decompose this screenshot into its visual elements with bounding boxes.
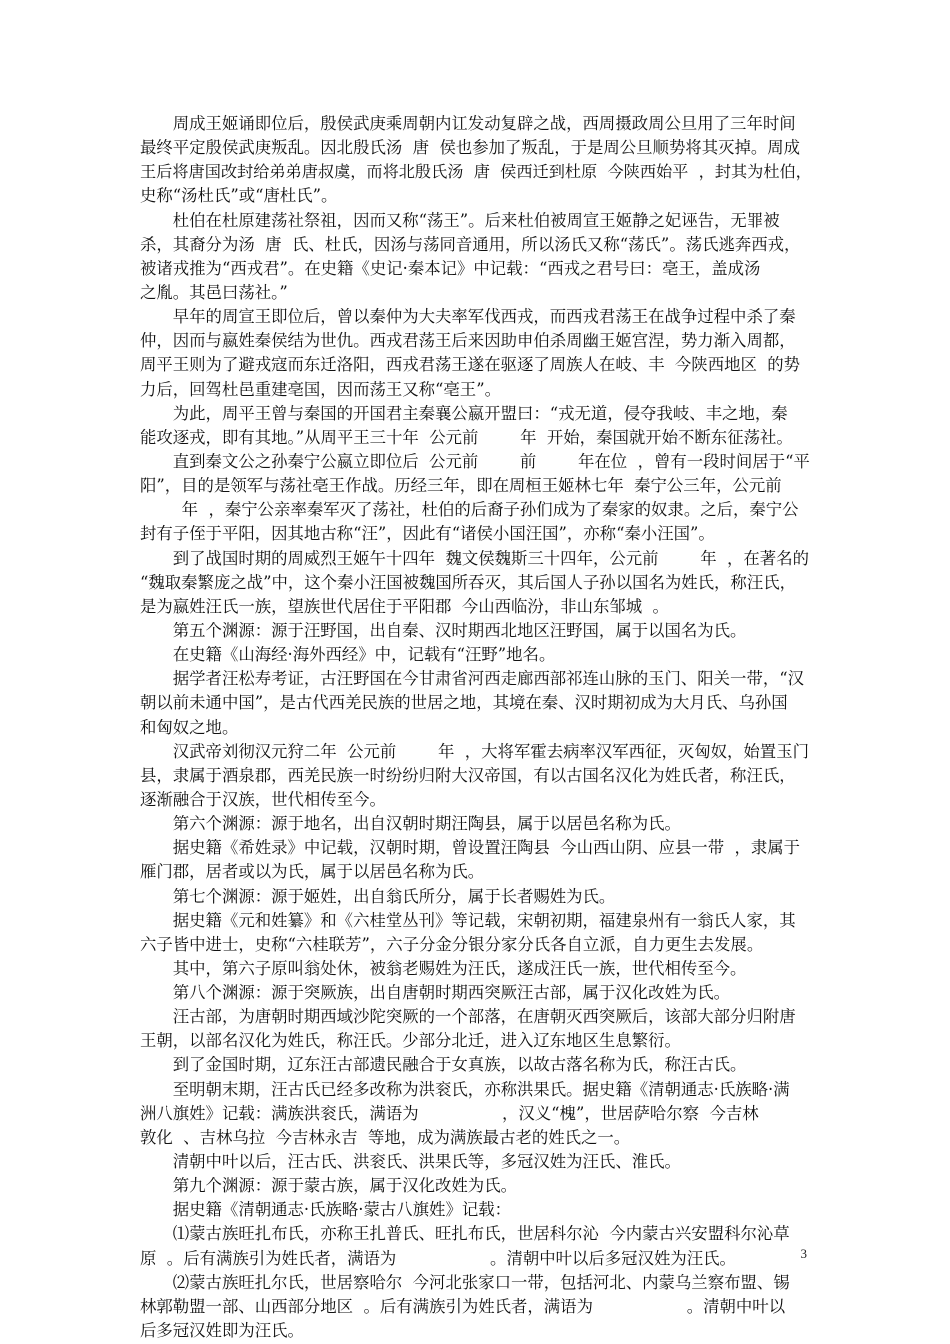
text-line: 王后将唐国改封给弟弟唐叔虞，而将北殷氏汤 唐 侯西迁到杜原 今陕西始平 ，封其为杜伯， [140, 162, 812, 182]
text-line: 第八个渊源：源于突厥族，出自唐朝时期西突厥汪古部，属于汉化改姓为氏。 [140, 983, 731, 1003]
text-line: 杀，其裔分为汤 唐 氏、杜氏，因汤与荡同音通用，所以汤氏又称“荡氏”。荡氏逃奔西戎， [140, 234, 801, 254]
text-line: 六子皆中进士，史称“六桂联芳”，六子分金分银分家分氏各自立派，自力更生去发展。 [140, 934, 764, 954]
text-line: 第七个渊源：源于姬姓，出自翁氏所分，属于长者赐姓为氏。 [140, 886, 616, 906]
page-number: 3 [800, 1246, 807, 1261]
text-line: 到了战国时期的周威烈王姬午十四年 魏文侯魏斯三十四年，公元前 年 ，在著名的 [140, 548, 809, 568]
text-line: 是为嬴姓汪氏一族，望族世代居住于平阳郡 今山西临汾，非山东邹城 。 [140, 596, 669, 616]
text-line: 林郭勒盟一部、山西部分地区 。后有满族引为姓氏者，满语为 。清朝中叶以 [140, 1296, 786, 1316]
text-line: 至明朝末期，汪古氏已经多改称为洪衮氏，亦称洪果氏。据史籍《清朝通志·氏族略·满 [140, 1079, 790, 1099]
text-line: 逐渐融合于汉族，世代相传至今。 [140, 789, 386, 809]
body-text [140, 112, 812, 1343]
text-line: 第六个渊源：源于地名，出自汉朝时期汪陶县，属于以居邑名称为氏。 [140, 814, 681, 834]
text-line: 最终平定殷侯武庚叛乱。因北殷氏汤 唐 侯也参加了叛乱，于是周公旦顺势将其灭掉。周成 [140, 138, 801, 158]
text-line: 敦化 、吉林乌拉 今吉林永吉 等地，成为满族最古老的姓氏之一。 [140, 1127, 631, 1147]
text-line: 和匈奴之地。 [140, 717, 239, 737]
text-line: 力后，回驾杜邑重建亳国，因而荡王又称“亳王”。 [140, 379, 501, 399]
text-line: 雁门郡，居者或以为氏，属于以居邑名称为氏。 [140, 862, 485, 882]
text-line: 据史籍《希姓录》中记载，汉朝时期，曾设置汪陶县 今山西山阴、应县一带 ，隶属于 [140, 838, 801, 858]
text-line: ⑴蒙古族旺扎布氏，亦称王扎普氏、旺扎布氏，世居科尔沁 今内蒙古兴安盟科尔沁草 [140, 1224, 790, 1244]
text-line: 年 ，秦宁公亲率秦军灭了荡社，杜伯的后裔子孙们成为了秦家的奴隶。之后，秦宁公 [140, 500, 799, 520]
text-line: 仲，因而与嬴姓秦侯结为世仇。西戎君荡王后来因助申伯杀周幽王姬宫涅，势力渐入周都， [140, 331, 796, 351]
text-line: 第五个渊源：源于汪野国，出自秦、汉时期西北地区汪野国，属于以国名为氏。 [140, 620, 747, 640]
text-line: 王朝，以部名汉化为姓氏，称汪氏。少部分北迁，进入辽东地区生息繁衍。 [140, 1031, 681, 1051]
text-line: 早年的周宣王即位后，曾以秦仲为大夫率军伐西戎，而西戎君荡王在战争过程中杀了秦 [140, 307, 796, 327]
text-line: 据史籍《清朝通志·氏族略·蒙古八旗姓》记载： [140, 1200, 512, 1220]
text-line: 周平王则为了避戎寇而东迁洛阳，西戎君荡王遂在驱逐了周族人在岐、丰 今陕西地区 的势 [140, 355, 801, 375]
text-line: 杜伯在杜原建荡社祭祖，因而又称“荡王”。后来杜伯被周宣王姬静之妃诬告，无罪被 [140, 210, 780, 230]
text-line: 据学者汪松寿考证，古汪野国在今甘肃省河西走廊西部祁连山脉的玉门、阳关一带，“汉 [140, 669, 805, 689]
text-line: 汉武帝刘彻汉元狩二年 公元前 年 ，大将军霍去病率汉军西征，灭匈奴，始置玉门 [140, 741, 809, 761]
text-line: 周成王姬诵即位后，殷侯武庚乘周朝内讧发动复辟之战，西周摄政周公旦用了三年时间 [140, 114, 796, 133]
text-line: 封有子侄于平阳，因其地古称“汪”，因此有“诸侯小国汪国”，亦称“秦小汪国”。 [140, 524, 715, 544]
text-line: 在史籍《山海经·海外西经》中，记载有“汪野”地名。 [140, 645, 556, 665]
text-line: 直到秦文公之孙秦宁公嬴立即位后 公元前 前 年在位 ，曾有一段时间居于“平 [140, 451, 810, 471]
text-line: 据史籍《元和姓纂》和《六桂堂丛刊》等记载，宋朝初期，福建泉州有一翁氏人家，其 [140, 910, 796, 930]
text-line: 洲八旗姓》记载：满族洪衮氏，满语为 ，汉义“槐”，世居萨哈尔察 今吉林 [140, 1103, 759, 1123]
text-line: 为此，周平王曾与秦国的开国君主秦襄公嬴开盟曰：“戎无道，侵夺我岐、丰之地，秦 [140, 403, 788, 423]
text-line: 原 。后有满族引为姓氏者，满语为 。清朝中叶以后多冠汉姓为汪氏。 [140, 1248, 736, 1268]
text-line: “魏取秦繁庞之战”中，这个秦小汪国被魏国所吞灭，其后国人子孙以国名为姓氏，称汪氏， [140, 572, 796, 592]
text-line: ⑵蒙古族旺扎尔氏，世居察哈尔 今河北张家口一带，包括河北、内蒙乌兰察布盟、锡 [140, 1272, 790, 1292]
text-line: 后多冠汉姓即为汪氏。 [140, 1321, 304, 1341]
text-line: 清朝中叶以后，汪古氏、洪衮氏、洪果氏等，多冠汉姓为汪氏、淮氏。 [140, 1152, 681, 1172]
text-line: 汪古部，为唐朝时期西域沙陀突厥的一个部落，在唐朝灭西突厥后，该部大部分归附唐 [140, 1007, 796, 1027]
text-line: 之胤。其邑曰荡社。” [140, 282, 288, 302]
text-line: 朝以前未通中国”，是古代西羌民族的世居之地，其境在秦、汉时期初成为大月氏、乌孙国 [140, 693, 788, 713]
text-line: 到了金国时期，辽东汪古部遗民融合于女真族，以故古落名称为氏，称汪古氏。 [140, 1055, 747, 1075]
text-line: 能攻逐戎，即有其地。”从周平王三十年 公元前 年 开始，秦国就开始不断东征荡社。 [140, 427, 793, 447]
text-line: 史称“汤杜氏”或“唐杜氏”。 [140, 186, 338, 206]
text-line: 第九个渊源：源于蒙古族，属于汉化改姓为氏。 [140, 1176, 517, 1196]
text-line: 其中，第六子原叫翁处休，被翁老赐姓为汪氏，遂成汪氏一族，世代相传至今。 [140, 958, 747, 978]
text-line: 被诸戎推为“西戎君”。在史籍《史记·秦本记》中记载：“西戎之君号曰：亳王，盖成汤 [140, 258, 761, 278]
text-line: 阳”，目的是领军与荡社亳王作战。历经三年，即在周桓王姬林七年 秦宁公三年，公元前 [140, 476, 782, 496]
text-line: 县，隶属于酒泉郡，西羌民族一时纷纷归附大汉帝国，有以古国名汉化为姓氏者，称汪氏， [140, 765, 796, 785]
